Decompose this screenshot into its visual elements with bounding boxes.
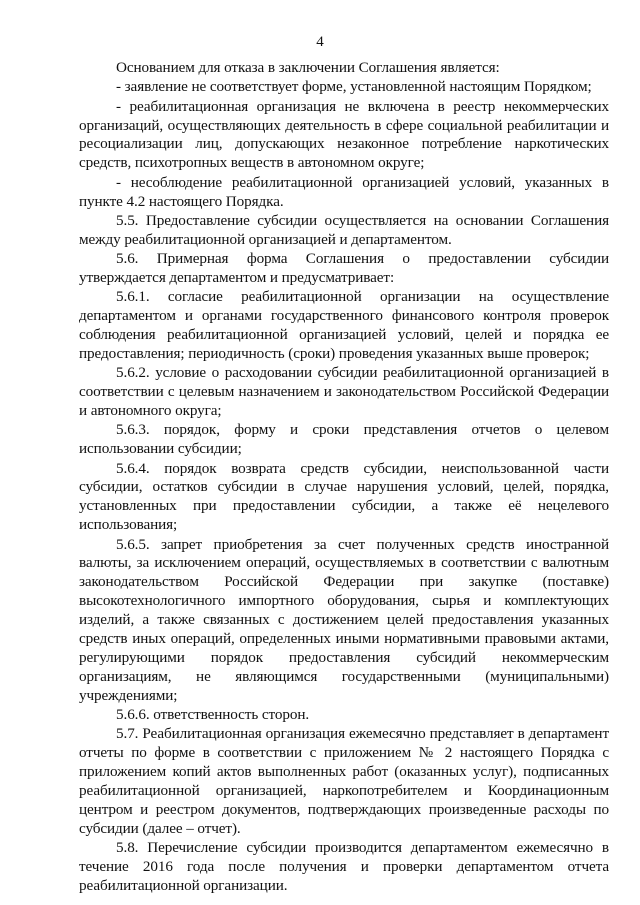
paragraph-5-6-4: 5.6.4. порядок возврата средств субсидии, неиспользованной части субсидии, остатков субсидии в случае нарушения условий, целей, порядка, установленных при предоставлении субсидии, а также её нецелевого использования; bbox=[79, 459, 609, 534]
paragraph-5-6-3: 5.6.3. порядок, форму и сроки представления отчетов о целевом использовании субсидии; bbox=[79, 421, 609, 458]
paragraph-5-8: 5.8. Перечисление субсидии производится департаментом ежемесячно в течение 2016 года после получения и проверки департаментом отчета реабилитационной организации. bbox=[79, 839, 609, 895]
paragraph-5-6-6: 5.6.6. ответственность сторон. bbox=[116, 706, 310, 724]
paragraph-5-6: 5.6. Примерная форма Соглашения о предоставлении субсидии утверждается департаментом и предусматривает: bbox=[79, 250, 609, 286]
document-body bbox=[79, 59, 609, 896]
paragraph-5-5: 5.5. Предоставление субсидии осуществляется на основании Соглашения между реабилитационной организацией и департаментом. bbox=[79, 211, 609, 248]
paragraph-5-7: 5.7. Реабилитационная организация ежемесячно представляет в департамент отчеты по форме в соответствии с приложением № 2 настоящего Порядка с приложением копий актов выполненных работ (оказанных услуг), подписанных реабилитационной организацией, наркопотребителем и Координационным центром и реестром документов, подтверждающих произведенные расходы по субсидии (далее – отчет). bbox=[79, 725, 609, 837]
paragraph-refusal-not-in-registry: - реабилитационная организация не включена в реестр некоммерческих организаций, осуществляющих деятельность в сфере социальной реабилитации и ресоциализации лиц, допускающих незаконное потребление наркотических средств, психотропных веществ в автономном округе; bbox=[79, 97, 609, 172]
paragraph-5-6-2: 5.6.2. условие о расходовании субсидии реабилитационной организацией в соответствии с целевым назначением и законодательством Российской Федерации и автономного округа; bbox=[79, 364, 609, 420]
page-number: 4 bbox=[316, 34, 324, 50]
paragraph-5-6-5: 5.6.5. запрет приобретения за счет полученных средств иностранной валюты, за исключением операций, осуществляемых в соответствии с валютным законодательством Российской Федерации при закупке (поставке) высокотехнологичного импортного оборудования, сырья и комплектующих изделий, а также связанных с достижением целей предоставления указанных средств иных операций, определенных иными нормативными правовыми актами, регулирующими порядок предоставления субсидий некоммерческим организациям, не являющимся государственными (муниципальными) учреждениями; bbox=[79, 535, 609, 704]
paragraph-refusal-noncompliance: - несоблюдение реабилитационной организацией условий, указанных в пункте 4.2 настоящего Порядка. bbox=[79, 173, 609, 210]
paragraph-refusal-form-mismatch: - заявление не соответствует форме, установленной настоящим Порядком; bbox=[116, 78, 592, 96]
paragraph-refusal-grounds: Основанием для отказа в заключении Соглашения является: bbox=[116, 59, 500, 76]
paragraph-5-6-1: 5.6.1. согласие реабилитационной организации на осуществление департаментом и органами государственного финансового контроля проверок соблюдения реабилитационной организацией условий, целей и порядка ее предоставления; периодичность (сроки) проведения указанных выше проверок; bbox=[79, 288, 609, 362]
